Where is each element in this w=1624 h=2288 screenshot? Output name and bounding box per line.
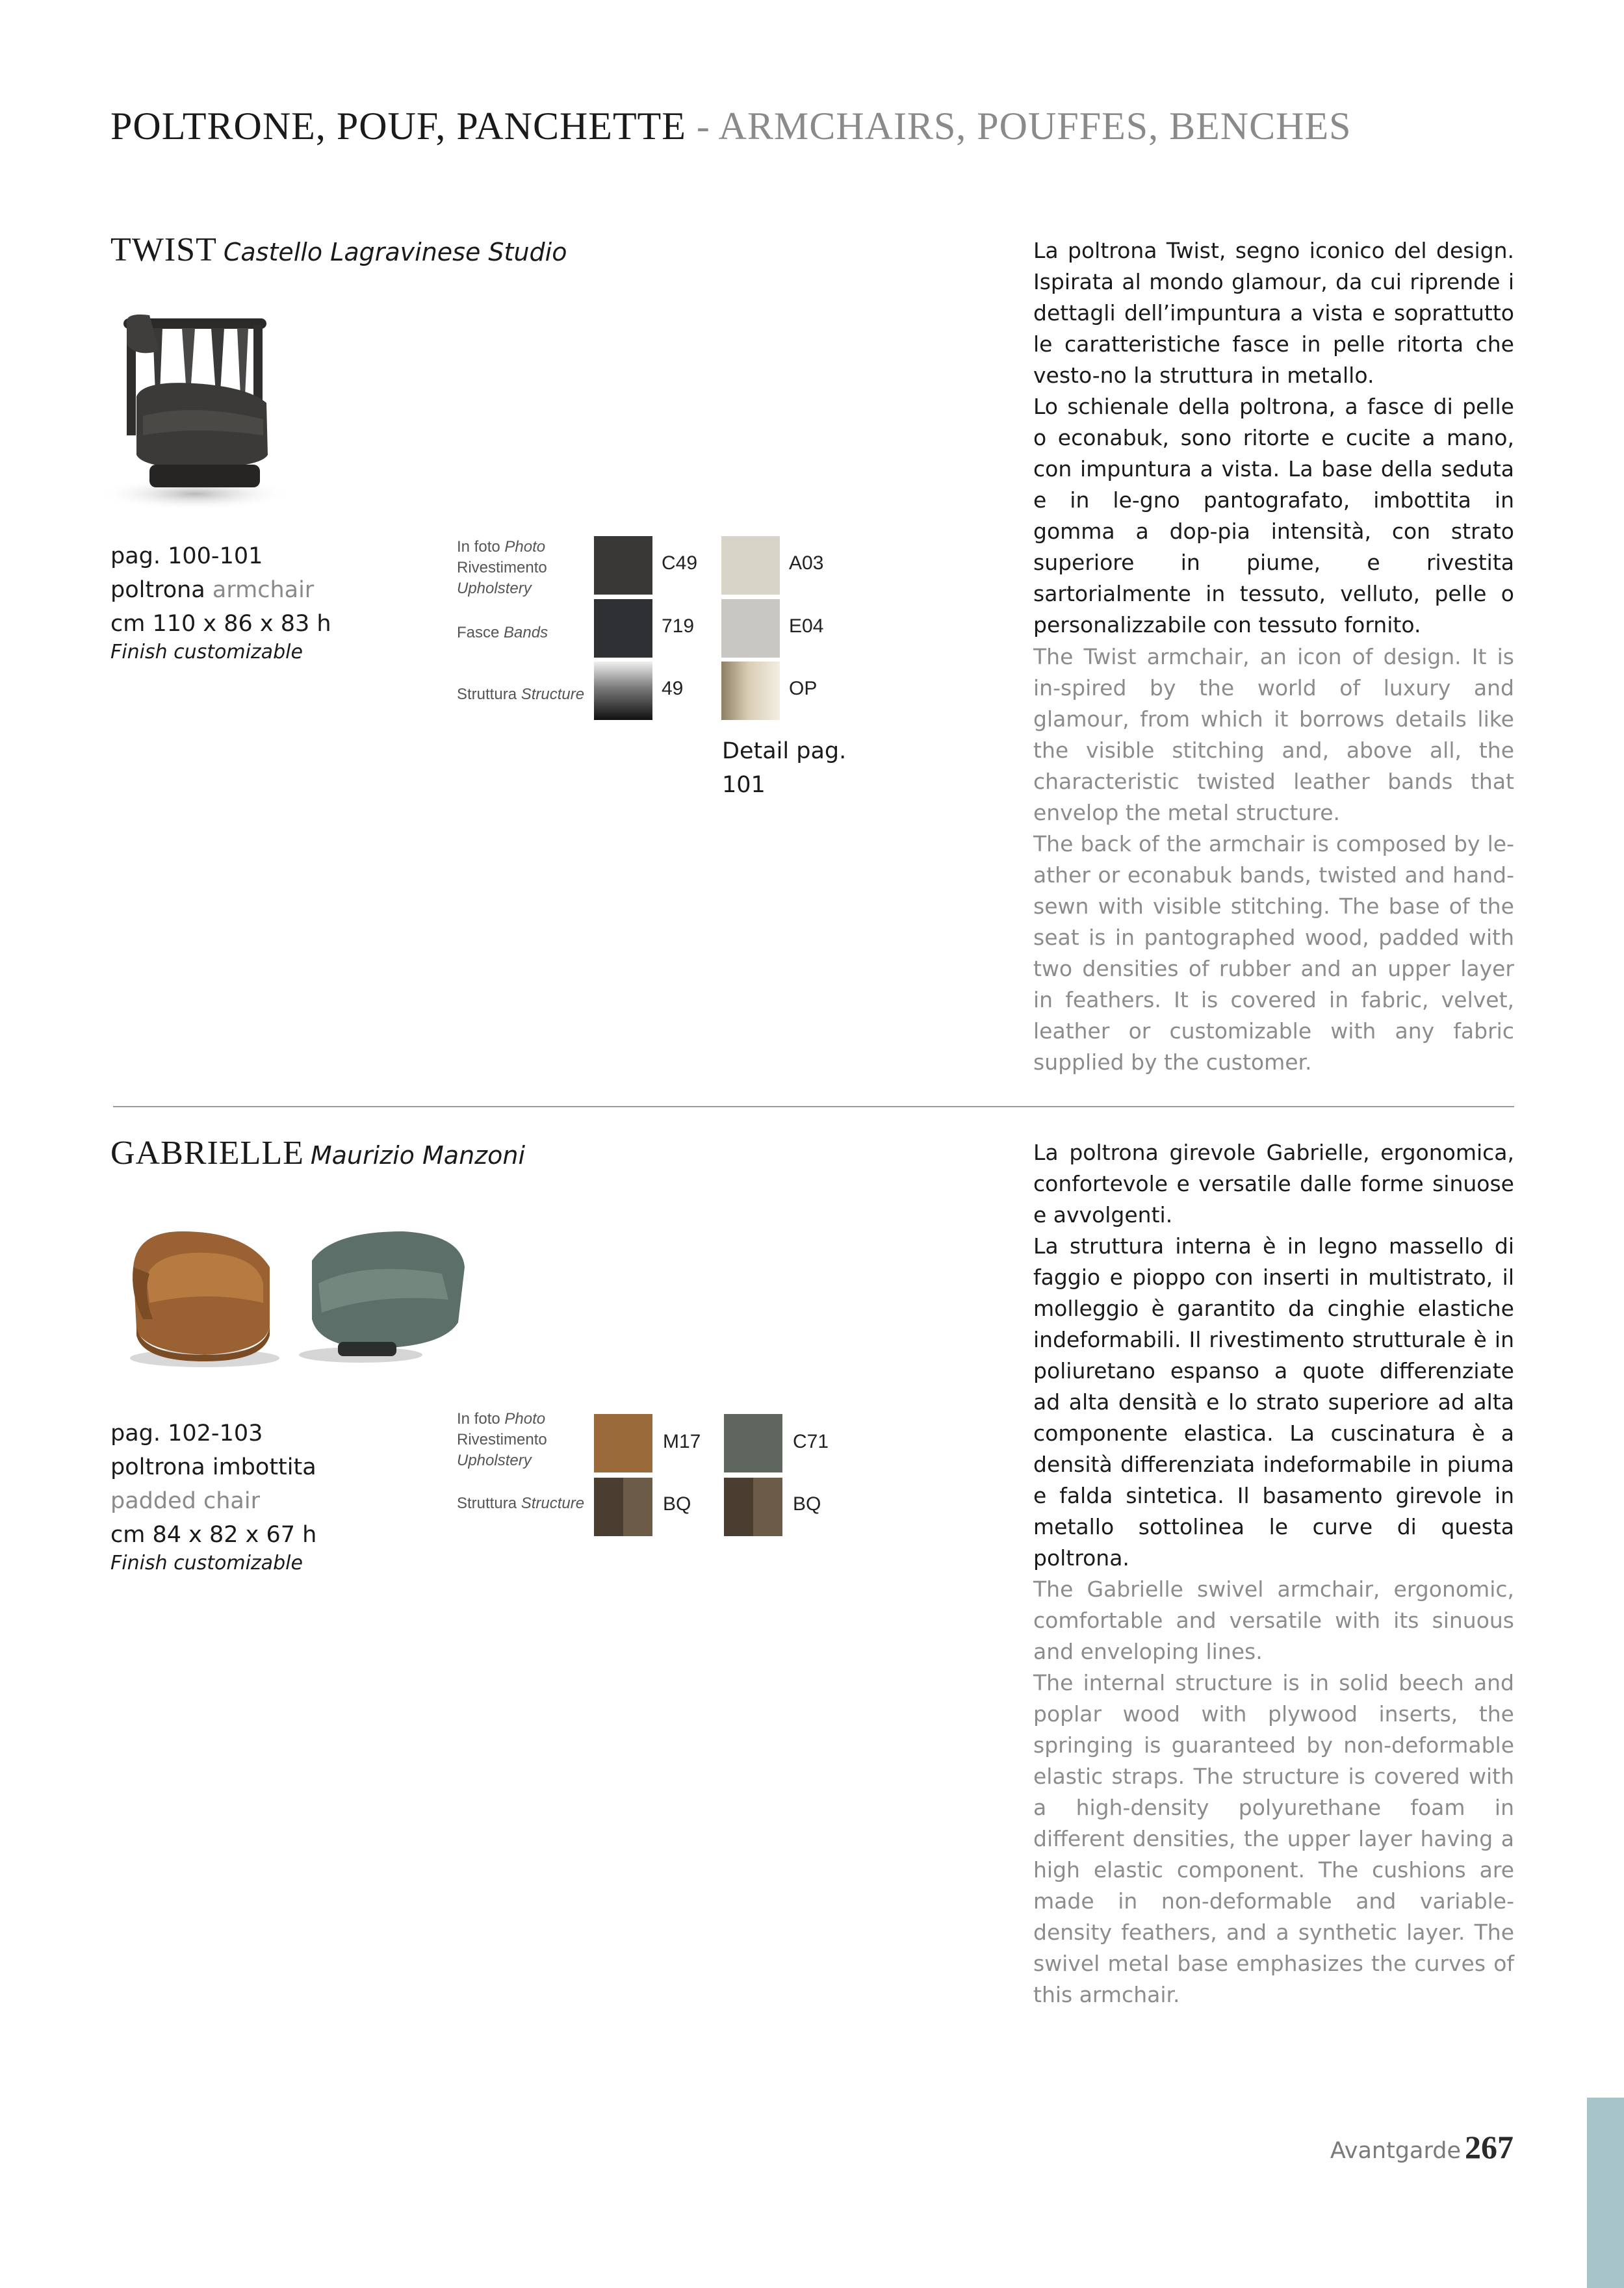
twist-swatch-49 [594,662,652,720]
twist-code-op: OP [789,678,818,699]
gabrielle-designer: Maurizio Manzoni [310,1141,526,1170]
twist-type [110,573,383,607]
gabrielle-page-ref: pag. 102-103 [110,1420,263,1446]
page-title-separator: - [686,105,719,148]
twist-swatch-a03 [721,536,780,595]
twist-swatch-e04 [721,599,780,658]
gabrielle-finish: Finish customizable [110,1552,303,1575]
twist-armchair-image [97,305,305,513]
gabrielle-info [110,1417,383,1575]
twist-dimensions: cm 110 x 86 x 83 h [110,611,331,637]
side-tab [1587,2098,1624,2288]
twist-type-en: armchair [212,577,315,603]
twist-title [110,231,567,269]
label-upholstery-en: Upholstery [457,1452,532,1469]
gabrielle-armchairs-image [117,1222,481,1371]
twist-type-it: poltrona [110,577,205,603]
label-structure-it: Struttura [457,686,517,703]
gabrielle-desc-it-p1: La poltrona girevole Gabrielle, ergonomica, confortevole e versatile dalle forme sinuose e avvolgenti. [1033,1140,1514,1228]
twist-code-e04: E04 [789,615,824,637]
page-folio [1330,2128,1514,2166]
page-title-it: POLTRONE, POUF, PANCHETTE [110,105,686,148]
gabrielle-code-c71: C71 [793,1431,829,1452]
gabrielle-code-m17: M17 [663,1431,701,1452]
label-photo-en: Photo [504,1410,546,1428]
gabrielle-title [110,1134,525,1172]
gabrielle-upholstery-label [457,1409,547,1471]
label-bands-en: Bands [504,624,548,641]
gabrielle-desc-it-p2: La struttura interna è in legno massello di faggio e pioppo con inserti in multistrato, il molleggio è garantito da cinghie elastiche indeformabili. Il rivestimento strutturale è in poliuretano espanso a quote differenziate ad alta densità e lo strato superiore ad alta componente elastica. La cuscinatura è a densità differenziata indeformabile in piuma e falda sintetica. Il basamento girevole in metallo sottolinea le curve di questa poltrona. [1033,1233,1514,1571]
twist-swatch-c49 [594,536,652,595]
gabrielle-swatch-c71 [724,1414,782,1472]
twist-desc-en [1033,641,1514,1078]
twist-designer: Castello Lagravinese Studio [223,238,567,266]
gabrielle-code-bq-1: BQ [663,1493,691,1515]
twist-structure-label [457,684,584,705]
gabrielle-desc-en [1033,1574,1514,2011]
twist-name: TWIST [110,231,217,268]
page-title [110,104,1351,149]
twist-desc-it-p2: Lo schienale della poltrona, a fasce di pelle o econabuk, sono ritorte e cucite a mano, con impuntura a vista. La base della seduta e in le-gno pantografato, imbottita in gomma a dop-pia intensità, con strato superiore in piume, e rivestita sartorialmente in tessuto, velluto, pelle o personalizzabile con tessuto fornito. [1033,394,1514,637]
gabrielle-desc-en-p1: The Gabrielle swivel armchair, ergonomic, comfortable and versatile with its sinuous and enveloping lines. [1033,1576,1514,1664]
gabrielle-type-it: poltrona imbottita [110,1454,316,1480]
twist-upholstery-label [457,537,547,599]
twist-desc-en-p2: The back of the armchair is composed by le-ather or econabuk bands, twisted and hand-sewn with visible stitching. The base of the seat is in pantographed wood, padded with two densities of rubber and an upper layer in feathers. It is covered in fabric, velvet, leather or customizable with any fabric supplied by the customer. [1033,831,1514,1075]
twist-page-ref: pag. 100-101 [110,543,263,569]
gabrielle-swatch-bq-1 [594,1478,652,1536]
twist-code-c49: C49 [662,552,698,574]
twist-code-a03: A03 [789,552,824,574]
label-structure-en: Structure [521,686,585,703]
twist-desc-it [1033,235,1514,641]
section-divider [113,1106,1514,1107]
label-photo-it: In foto [457,1410,500,1428]
label-upholstery-it: Rivestimento [457,1431,547,1448]
twist-swatch-op [721,662,780,720]
brand-name: Avantgarde [1330,2138,1461,2164]
gabrielle-code-bq-2: BQ [793,1493,821,1515]
gabrielle-swatch-bq-2 [724,1478,782,1536]
twist-finish: Finish customizable [110,641,303,663]
label-structure-en: Structure [521,1495,585,1512]
gabrielle-type-en: padded chair [110,1488,260,1514]
twist-detail-ref: Detail pag. 101 [722,738,847,798]
label-structure-it: Struttura [457,1495,517,1512]
gabrielle-swatch-m17 [594,1414,652,1472]
gabrielle-desc-en-p2: The internal structure is in solid beech and poplar wood with plywood inserts, the springing is guaranteed by non-deformable elastic straps. The structure is covered with a high-density polyurethane foam in different densities, the upper layer having a high elastic component. The cushions are made in non-deformable and variable-density feathers, and a synthetic layer. The swivel metal base emphasizes the curves of this armchair. [1033,1670,1514,2007]
label-bands-it: Fasce [457,624,500,641]
twist-swatch-719 [594,599,652,658]
twist-code-719: 719 [662,615,695,637]
gabrielle-structure-label [457,1493,584,1514]
label-photo-it: In foto [457,538,500,556]
twist-bands-label [457,623,548,643]
twist-info [110,539,383,664]
twist-desc-it-p1: La poltrona Twist, segno iconico del design. Ispirata al mondo glamour, da cui riprende i dettagli dell’impuntura a vista e soprattutto le caratteristiche fasce in pelle ritorta che vesto-no la struttura in metallo. [1033,238,1514,388]
gabrielle-dimensions: cm 84 x 82 x 67 h [110,1522,317,1548]
gabrielle-name: GABRIELLE [110,1135,304,1172]
page-number: 267 [1465,2129,1514,2165]
label-photo-en: Photo [504,538,546,556]
label-upholstery-it: Rivestimento [457,559,547,576]
gabrielle-desc-it [1033,1137,1514,1574]
label-upholstery-en: Upholstery [457,580,532,597]
twist-desc-en-p1: The Twist armchair, an icon of design. It is in-spired by the world of luxury and glamour, from which it borrows details like the visible stitching and, above all, the characteristic twisted leather bands that envelop the metal structure. [1033,644,1514,825]
page-title-en: ARMCHAIRS, POUFFES, BENCHES [718,105,1352,148]
twist-code-49: 49 [662,678,684,699]
